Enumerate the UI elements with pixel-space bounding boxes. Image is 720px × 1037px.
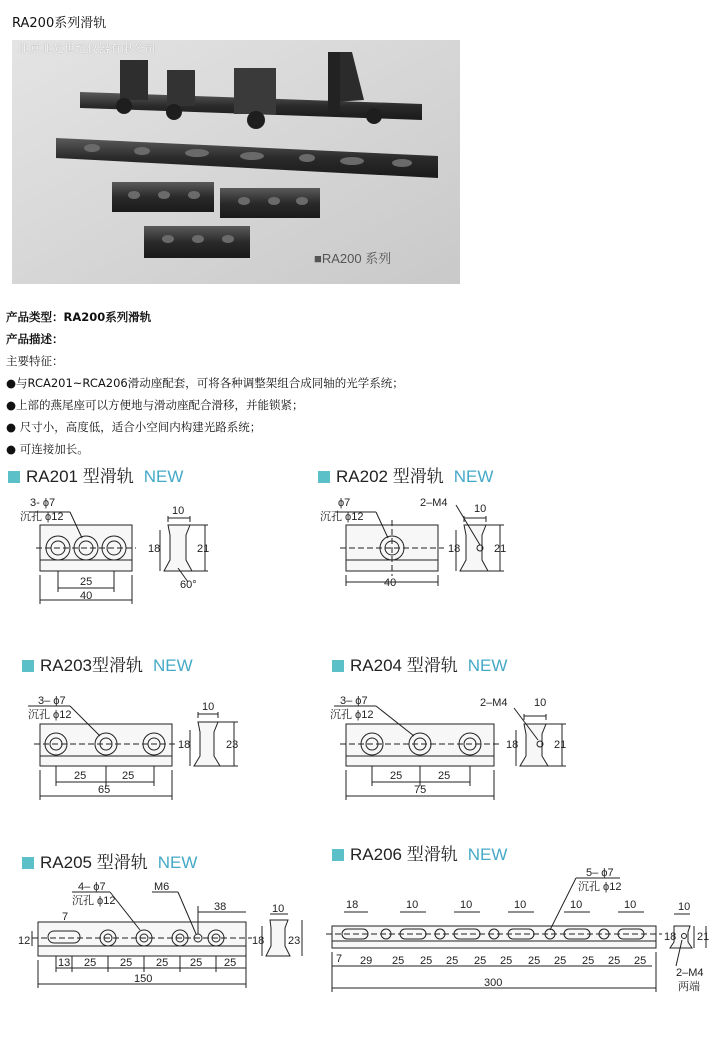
features-label: 主要特征： (6, 354, 64, 368)
ra206-m4: 2–M4 (676, 967, 704, 979)
ra201-h2: 21 (197, 543, 210, 555)
ra203-counter: 沉孔 ϕ12 (28, 709, 72, 721)
ra205-pitch-3: 25 (156, 957, 169, 969)
feature-3: ● 尺寸小，高度低，适合小空间内构建光路系统； (6, 420, 262, 434)
ra202-m4: 2–M4 (420, 497, 448, 509)
ra203-title: RA203型滑轨 NEW (22, 651, 193, 676)
ra206-pitch-4: 25 (474, 955, 487, 967)
ra206-pitch-1: 25 (392, 955, 405, 967)
page-title: RA200系列滑轨 (12, 16, 107, 31)
ra206-ten-2: 10 (460, 899, 473, 911)
ra206-holes: 5– ϕ7 (586, 867, 614, 879)
ra203-h2: 23 (226, 739, 239, 751)
ra202-h2: 21 (494, 543, 507, 555)
ra201-length: 40 (80, 590, 93, 602)
ra206-d18: 18 (346, 899, 359, 911)
ra206-drawing (326, 878, 706, 992)
ra206-pitch-2: 25 (420, 955, 433, 967)
ra204-pitch-2: 25 (438, 770, 451, 782)
ra206-pitch-6: 25 (528, 955, 541, 967)
feature-1: ●与RCA201~RCA206滑动座配套，可将各种调整架组合成同轴的光学系统； (6, 376, 404, 390)
ra205-holes: 4– ϕ7 (78, 881, 106, 893)
ra206-pitch-9: 25 (608, 955, 621, 967)
ra206-h1: 18 (664, 931, 677, 943)
ra203-holes: 3– ϕ7 (38, 695, 66, 707)
ra203-width: 10 (202, 701, 215, 713)
ra206-title: RA206 型滑轨 NEW (332, 840, 507, 865)
ra206-pitch-10: 25 (634, 955, 647, 967)
ra201-pitch: 25 (80, 576, 93, 588)
ra201-title: RA201 型滑轨 NEW (8, 462, 183, 487)
feature-2: ●上部的燕尾座可以方便地与滑动座配合滑移，并能锁紧； (6, 398, 304, 412)
type-label: 产品类型： (6, 310, 64, 324)
ra202-holes: ϕ7 (338, 497, 351, 509)
ra205-m6: M6 (154, 881, 170, 893)
ra206-length: 300 (484, 977, 503, 989)
ra203-pitch-1: 25 (74, 770, 87, 782)
ra206-counter: 沉孔 ϕ12 (578, 881, 622, 893)
ra205-d38: 38 (214, 901, 227, 913)
ra202-width: 10 (474, 503, 487, 515)
ra201-holes: 3- ϕ7 (30, 497, 56, 509)
ra204-title: RA204 型滑轨 NEW (332, 651, 507, 676)
type-value: RA200系列滑轨 (63, 310, 152, 324)
ra206-pitch-7: 25 (554, 955, 567, 967)
ra205-width: 10 (272, 903, 285, 915)
ra204-length: 75 (414, 784, 427, 796)
ra203-length: 65 (98, 784, 111, 796)
ra205-length: 150 (134, 973, 153, 985)
ra204-counter: 沉孔 ϕ12 (330, 709, 374, 721)
ra206-pitch-8: 25 (582, 955, 595, 967)
ra204-pitch-1: 25 (390, 770, 403, 782)
ra202-h1: 18 (448, 543, 461, 555)
ra205-h2: 23 (288, 935, 301, 947)
ra205-d12: 12 (18, 935, 31, 947)
ra206-d29: 29 (360, 955, 373, 967)
ra204-m4: 2–M4 (480, 697, 508, 709)
ra203-pitch-2: 25 (122, 770, 135, 782)
ra206-d7: 7 (336, 953, 343, 965)
ra206-ten-4: 10 (570, 899, 583, 911)
desc-label: 产品描述： (6, 332, 64, 346)
ra206-ten-5: 10 (624, 899, 637, 911)
ra205-d7: 7 (62, 911, 69, 923)
ra205-pitch-4: 25 (190, 957, 203, 969)
ra206-width: 10 (678, 901, 691, 913)
ra205-title: RA205 型滑轨 NEW (22, 848, 197, 873)
ra201-counter: 沉孔 ϕ12 (20, 511, 64, 523)
ra205-pitch-1: 25 (84, 957, 97, 969)
ra205-d13: 13 (58, 957, 71, 969)
feature-4: ● 可连接加长。 (6, 442, 89, 456)
ra202-counter: 沉孔 ϕ12 (320, 511, 364, 523)
ra206-ten-1: 10 (406, 899, 419, 911)
ra201-h1: 18 (148, 543, 161, 555)
ra205-h1: 18 (252, 935, 265, 947)
ra204-h2: 21 (554, 739, 567, 751)
ra206-ten-3: 10 (514, 899, 527, 911)
ra204-h1: 18 (506, 739, 519, 751)
ra204-holes: 3– ϕ7 (340, 695, 368, 707)
ra202-length: 40 (384, 577, 397, 589)
ra205-pitch-2: 25 (120, 957, 133, 969)
ra205-pitch-5: 25 (224, 957, 237, 969)
watermark: 北京北光世纪仪器有限公司 (18, 42, 156, 55)
ra201-width: 10 (172, 505, 185, 517)
ra206-pitch-5: 25 (500, 955, 513, 967)
ra205-counter: 沉孔 ϕ12 (72, 895, 116, 907)
ra202-title: RA202 型滑轨 NEW (318, 462, 493, 487)
ra206-h2: 21 (697, 931, 710, 943)
photo-caption: ■RA200 系列 (314, 251, 392, 266)
ra201-angle: 60° (180, 579, 197, 591)
ra204-width: 10 (534, 697, 547, 709)
ra203-h1: 18 (178, 739, 191, 751)
ra206-pitch-3: 25 (446, 955, 459, 967)
ra206-ends: 两端 (678, 981, 700, 993)
